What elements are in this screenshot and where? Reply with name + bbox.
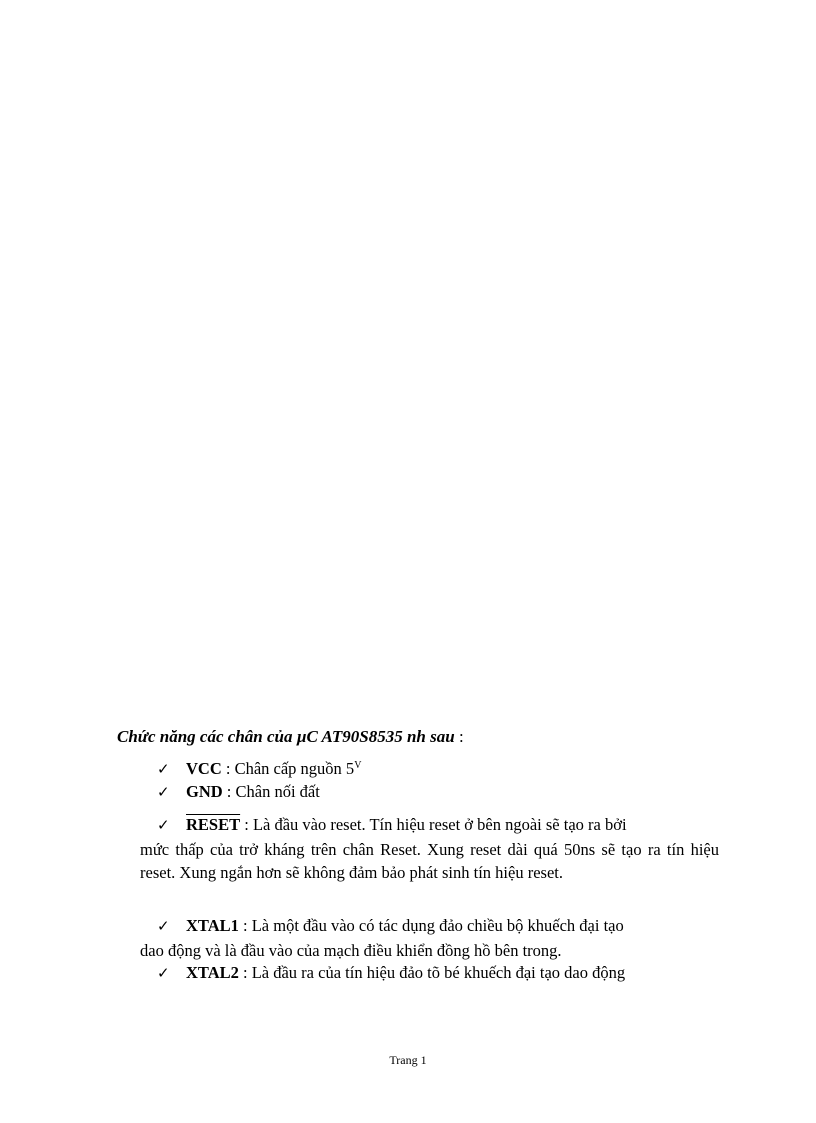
pin-item-xtal1 (140, 914, 719, 962)
pin-item-xtal2 (157, 961, 719, 986)
checkmark-icon: ✓ (157, 964, 170, 982)
unit-superscript: V (354, 760, 362, 771)
pin-description: : Chân cấp nguồn 5 (221, 759, 355, 778)
pin-description: : Là đầu vào reset. Tín hiệu reset ở bên ngoài sẽ tạo ra bởi (240, 815, 627, 834)
pin-description-continued: mức thấp của trở kháng trên chân Reset. Xung reset dài quá 50ns sẽ tạo ra tín hiệu reset. Xung ngắn hơn sẽ không đảm bảo phát sinh tín hiệu reset. (140, 839, 719, 882)
pin-description: : Chân nối đất (222, 782, 320, 801)
checkmark-icon: ✓ (157, 917, 170, 935)
section-title: Chức năng các chân của µC AT90S8535 nh sau (117, 727, 455, 746)
page-number: Trang 1 (389, 1053, 427, 1067)
pin-description-continued: dao động và là đầu vào của mạch điều khiển đồng hồ bên trong. (140, 940, 562, 960)
pin-description: : Là đầu ra của tín hiệu đảo tõ bé khuếch đại tạo dao động (238, 963, 626, 982)
pin-term: RESET (186, 815, 241, 834)
section-title-suffix: : (454, 727, 464, 746)
pin-term: GND (186, 782, 223, 801)
page-footer (0, 1052, 816, 1068)
pin-term: XTAL1 (186, 916, 239, 935)
checkmark-icon: ✓ (157, 783, 170, 801)
checkmark-icon: ✓ (157, 816, 170, 834)
pin-term: XTAL2 (186, 963, 239, 982)
section-heading (117, 726, 737, 748)
pin-item-gnd (157, 780, 719, 805)
pin-item-reset (140, 813, 719, 885)
pin-term: VCC (186, 759, 222, 778)
checkmark-icon: ✓ (157, 760, 170, 778)
pin-item-vcc (157, 754, 719, 782)
pin-description: : Là một đầu vào có tác dụng đảo chiều bộ khuếch đại tạo (238, 916, 624, 935)
